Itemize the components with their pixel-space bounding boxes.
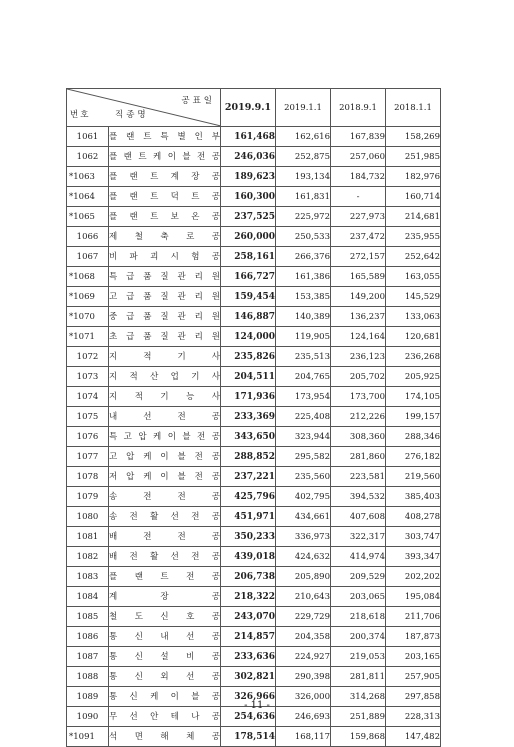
wage-value: 295,582 bbox=[276, 447, 331, 467]
job-name bbox=[109, 327, 221, 347]
job-code: 1087 bbox=[67, 647, 109, 667]
wage-value: 323,944 bbox=[276, 427, 331, 447]
job-code: 1066 bbox=[67, 227, 109, 247]
wage-value: 214,681 bbox=[386, 207, 441, 227]
table-row bbox=[67, 727, 441, 747]
job-code: *1068 bbox=[67, 267, 109, 287]
table-row bbox=[67, 167, 441, 187]
wage-value: 393,347 bbox=[386, 547, 441, 567]
wage-value: 257,060 bbox=[331, 147, 386, 167]
wage-value: 120,681 bbox=[386, 327, 441, 347]
table-row bbox=[67, 207, 441, 227]
job-name-text: 무 선 안 테 나 공 bbox=[109, 711, 220, 722]
announce-date-label: 공표일 bbox=[181, 96, 215, 106]
job-name-text: 플 랜 트 덕 트 공 bbox=[109, 191, 220, 202]
wage-value: 302,821 bbox=[221, 667, 276, 687]
job-name bbox=[109, 667, 221, 687]
table-row bbox=[67, 247, 441, 267]
job-code: 1090 bbox=[67, 707, 109, 727]
job-name-text: 석 면 해 체 공 bbox=[109, 731, 220, 742]
wage-value: 254,636 bbox=[221, 707, 276, 727]
wage-value: 153,385 bbox=[276, 287, 331, 307]
job-name-text: 지 적 기 사 bbox=[109, 351, 220, 362]
wage-value: 227,973 bbox=[331, 207, 386, 227]
wage-value: 260,000 bbox=[221, 227, 276, 247]
wage-value: 218,618 bbox=[331, 607, 386, 627]
wage-value: 162,616 bbox=[276, 127, 331, 147]
wage-value: 146,887 bbox=[221, 307, 276, 327]
wage-value: 168,117 bbox=[276, 727, 331, 747]
wage-value: 434,661 bbox=[276, 507, 331, 527]
job-name bbox=[109, 727, 221, 747]
job-name-text: 철 도 신 호 공 bbox=[109, 611, 220, 622]
wage-value: 140,389 bbox=[276, 307, 331, 327]
wage-value: 202,202 bbox=[386, 567, 441, 587]
wage-value: 218,322 bbox=[221, 587, 276, 607]
job-name bbox=[109, 247, 221, 267]
wage-value: 257,905 bbox=[386, 667, 441, 687]
job-code: *1063 bbox=[67, 167, 109, 187]
job-code: 1079 bbox=[67, 487, 109, 507]
wage-value: 343,650 bbox=[221, 427, 276, 447]
wage-value: 250,533 bbox=[276, 227, 331, 247]
wage-value: 235,513 bbox=[276, 347, 331, 367]
job-code: 1073 bbox=[67, 367, 109, 387]
job-name bbox=[109, 267, 221, 287]
table-row bbox=[67, 467, 441, 487]
table-row bbox=[67, 487, 441, 507]
job-name bbox=[109, 487, 221, 507]
job-name bbox=[109, 227, 221, 247]
wage-value: 124,000 bbox=[221, 327, 276, 347]
job-name bbox=[109, 467, 221, 487]
job-name bbox=[109, 127, 221, 147]
job-name-text: 플 랜 트 케 이 블 전 공 bbox=[109, 151, 220, 162]
wage-value: 394,532 bbox=[331, 487, 386, 507]
table-row bbox=[67, 407, 441, 427]
wage-value: 237,525 bbox=[221, 207, 276, 227]
wage-value: 308,360 bbox=[331, 427, 386, 447]
wage-value: 165,589 bbox=[331, 267, 386, 287]
job-name bbox=[109, 607, 221, 627]
job-name bbox=[109, 307, 221, 327]
wage-value: 235,560 bbox=[276, 467, 331, 487]
wage-table bbox=[66, 88, 441, 747]
wage-value: 237,472 bbox=[331, 227, 386, 247]
wage-value: 236,123 bbox=[331, 347, 386, 367]
date-header-2019-9: 2019.9.1 bbox=[221, 89, 276, 127]
wage-value: 161,468 bbox=[221, 127, 276, 147]
wage-value: 439,018 bbox=[221, 547, 276, 567]
wage-value: 225,972 bbox=[276, 207, 331, 227]
table-row bbox=[67, 667, 441, 687]
job-name-text: 배 전 전 공 bbox=[109, 531, 220, 542]
wage-value: 225,408 bbox=[276, 407, 331, 427]
wage-value: 272,157 bbox=[331, 247, 386, 267]
date-header-2018-9: 2018.9.1 bbox=[331, 89, 386, 127]
job-code: 1080 bbox=[67, 507, 109, 527]
job-code: 1084 bbox=[67, 587, 109, 607]
wage-value: 160,300 bbox=[221, 187, 276, 207]
wage-value: 290,398 bbox=[276, 667, 331, 687]
wage-value: 178,514 bbox=[221, 727, 276, 747]
job-name-text: 플 랜 트 보 온 공 bbox=[109, 211, 220, 222]
wage-value: 173,700 bbox=[331, 387, 386, 407]
job-code: *1071 bbox=[67, 327, 109, 347]
wage-value: 158,269 bbox=[386, 127, 441, 147]
table-row bbox=[67, 627, 441, 647]
job-name-text: 계 장 공 bbox=[109, 591, 220, 602]
wage-value: 281,811 bbox=[331, 667, 386, 687]
job-name bbox=[109, 407, 221, 427]
job-code: *1091 bbox=[67, 727, 109, 747]
wage-value: 206,738 bbox=[221, 567, 276, 587]
wage-value: 203,065 bbox=[331, 587, 386, 607]
wage-value: 288,852 bbox=[221, 447, 276, 467]
wage-value: 425,796 bbox=[221, 487, 276, 507]
number-label: 번호 bbox=[70, 110, 91, 120]
date-header-2018-1: 2018.1.1 bbox=[386, 89, 441, 127]
job-name bbox=[109, 647, 221, 667]
wage-value: 173,954 bbox=[276, 387, 331, 407]
wage-value: 258,161 bbox=[221, 247, 276, 267]
table-body bbox=[67, 127, 441, 747]
wage-value: 414,974 bbox=[331, 547, 386, 567]
job-code: 1062 bbox=[67, 147, 109, 167]
wage-value: 235,826 bbox=[221, 347, 276, 367]
wage-value: 184,732 bbox=[331, 167, 386, 187]
wage-value: 205,890 bbox=[276, 567, 331, 587]
job-name bbox=[109, 207, 221, 227]
wage-value: 204,358 bbox=[276, 627, 331, 647]
table-row bbox=[67, 127, 441, 147]
table-row bbox=[67, 507, 441, 527]
wage-value: 204,765 bbox=[276, 367, 331, 387]
job-name bbox=[109, 567, 221, 587]
wage-value: 147,482 bbox=[386, 727, 441, 747]
wage-value: 119,905 bbox=[276, 327, 331, 347]
job-code: *1064 bbox=[67, 187, 109, 207]
job-name-text: 플 랜 트 특 별 인 부 bbox=[109, 131, 220, 142]
wage-value: 336,973 bbox=[276, 527, 331, 547]
wage-value: 204,511 bbox=[221, 367, 276, 387]
job-name bbox=[109, 287, 221, 307]
job-name-text: 통 신 케 이 블 공 bbox=[109, 691, 220, 702]
table-row bbox=[67, 647, 441, 667]
wage-value: 182,976 bbox=[386, 167, 441, 187]
job-code: *1070 bbox=[67, 307, 109, 327]
wage-value: 224,927 bbox=[276, 647, 331, 667]
wage-value: 252,642 bbox=[386, 247, 441, 267]
wage-value: 136,237 bbox=[331, 307, 386, 327]
job-name-text: 송 전 전 공 bbox=[109, 491, 220, 502]
wage-value: 174,105 bbox=[386, 387, 441, 407]
wage-value: 159,868 bbox=[331, 727, 386, 747]
wage-value: 243,070 bbox=[221, 607, 276, 627]
wage-value: 252,875 bbox=[276, 147, 331, 167]
job-name-text: 중 급 품 질 관 리 원 bbox=[109, 311, 220, 322]
job-name-text: 내 선 전 공 bbox=[109, 411, 220, 422]
wage-value: 189,623 bbox=[221, 167, 276, 187]
job-name bbox=[109, 187, 221, 207]
table-header bbox=[67, 89, 441, 127]
wage-value: 297,858 bbox=[386, 687, 441, 707]
job-name-text: 특 고 압 케 이 블 전 공 bbox=[109, 431, 220, 442]
header-corner-cell bbox=[67, 89, 221, 127]
wage-value: 223,581 bbox=[331, 467, 386, 487]
job-code: 1078 bbox=[67, 467, 109, 487]
wage-value: 161,831 bbox=[276, 187, 331, 207]
wage-value: 149,200 bbox=[331, 287, 386, 307]
job-name-text: 플 랜 트 전 공 bbox=[109, 571, 220, 582]
wage-value: 199,157 bbox=[386, 407, 441, 427]
wage-value: 322,317 bbox=[331, 527, 386, 547]
wage-value: 163,055 bbox=[386, 267, 441, 287]
wage-value: 219,053 bbox=[331, 647, 386, 667]
wage-value: 251,985 bbox=[386, 147, 441, 167]
wage-value: 200,374 bbox=[331, 627, 386, 647]
table-row bbox=[67, 347, 441, 367]
job-code: 1089 bbox=[67, 687, 109, 707]
table-row bbox=[67, 587, 441, 607]
wage-value: - bbox=[331, 187, 386, 207]
wage-value: 326,000 bbox=[276, 687, 331, 707]
wage-value: 235,955 bbox=[386, 227, 441, 247]
wage-value: 233,369 bbox=[221, 407, 276, 427]
table-row bbox=[67, 227, 441, 247]
job-code: 1074 bbox=[67, 387, 109, 407]
wage-value: 145,529 bbox=[386, 287, 441, 307]
wage-value: 233,636 bbox=[221, 647, 276, 667]
wage-value: 276,182 bbox=[386, 447, 441, 467]
wage-value: 195,084 bbox=[386, 587, 441, 607]
wage-value: 314,268 bbox=[331, 687, 386, 707]
wage-value: 209,529 bbox=[331, 567, 386, 587]
job-code: 1072 bbox=[67, 347, 109, 367]
wage-value: 385,403 bbox=[386, 487, 441, 507]
wage-value: 229,729 bbox=[276, 607, 331, 627]
wage-value: 187,873 bbox=[386, 627, 441, 647]
job-name bbox=[109, 367, 221, 387]
wage-value: 167,839 bbox=[331, 127, 386, 147]
job-code: 1081 bbox=[67, 527, 109, 547]
wage-value: 161,386 bbox=[276, 267, 331, 287]
table-row bbox=[67, 447, 441, 467]
table-row bbox=[67, 327, 441, 347]
job-name bbox=[109, 427, 221, 447]
job-code: *1065 bbox=[67, 207, 109, 227]
job-name bbox=[109, 527, 221, 547]
job-name bbox=[109, 507, 221, 527]
wage-value: 228,313 bbox=[386, 707, 441, 727]
job-name bbox=[109, 627, 221, 647]
wage-value: 214,857 bbox=[221, 627, 276, 647]
wage-value: 281,860 bbox=[331, 447, 386, 467]
wage-value: 303,747 bbox=[386, 527, 441, 547]
date-header-2019-1: 2019.1.1 bbox=[276, 89, 331, 127]
job-name-text: 플 랜 트 계 장 공 bbox=[109, 171, 220, 182]
job-name bbox=[109, 347, 221, 367]
wage-value: 251,889 bbox=[331, 707, 386, 727]
job-name-text: 비 파 괴 시 험 공 bbox=[109, 251, 220, 262]
wage-value: 288,346 bbox=[386, 427, 441, 447]
job-name bbox=[109, 387, 221, 407]
job-name-text: 특 급 품 질 관 리 원 bbox=[109, 271, 220, 282]
wage-value: 408,278 bbox=[386, 507, 441, 527]
table-row bbox=[67, 147, 441, 167]
job-code: *1069 bbox=[67, 287, 109, 307]
job-name-text: 통 신 설 비 공 bbox=[109, 651, 220, 662]
wage-value: 219,560 bbox=[386, 467, 441, 487]
wage-value: 205,702 bbox=[331, 367, 386, 387]
wage-value: 246,036 bbox=[221, 147, 276, 167]
wage-value: 266,376 bbox=[276, 247, 331, 267]
job-name-text: 고 급 품 질 관 리 원 bbox=[109, 291, 220, 302]
job-name bbox=[109, 167, 221, 187]
job-name-text: 통 신 외 선 공 bbox=[109, 671, 220, 682]
wage-value: 211,706 bbox=[386, 607, 441, 627]
job-name-text: 배 전 활 선 전 공 bbox=[109, 551, 220, 562]
table-row bbox=[67, 527, 441, 547]
table-row bbox=[67, 187, 441, 207]
job-code: 1075 bbox=[67, 407, 109, 427]
job-code: 1088 bbox=[67, 667, 109, 687]
job-name bbox=[109, 447, 221, 467]
job-name bbox=[109, 587, 221, 607]
wage-value: 246,693 bbox=[276, 707, 331, 727]
wage-value: 159,454 bbox=[221, 287, 276, 307]
job-name-text: 저 압 케 이 블 전 공 bbox=[109, 471, 220, 482]
wage-value: 203,165 bbox=[386, 647, 441, 667]
wage-value: 160,714 bbox=[386, 187, 441, 207]
table-row bbox=[67, 607, 441, 627]
job-code: 1083 bbox=[67, 567, 109, 587]
wage-value: 451,971 bbox=[221, 507, 276, 527]
job-name bbox=[109, 147, 221, 167]
wage-value: 407,608 bbox=[331, 507, 386, 527]
job-code: 1082 bbox=[67, 547, 109, 567]
job-name-text: 초 급 품 질 관 리 원 bbox=[109, 331, 220, 342]
job-code: 1086 bbox=[67, 627, 109, 647]
job-code: 1076 bbox=[67, 427, 109, 447]
job-name-text: 제 철 축 로 공 bbox=[109, 231, 220, 242]
wage-value: 402,795 bbox=[276, 487, 331, 507]
job-name-text: 지 적 산 업 기 사 bbox=[109, 371, 220, 382]
wage-value: 193,134 bbox=[276, 167, 331, 187]
wage-value: 171,936 bbox=[221, 387, 276, 407]
wage-value: 205,925 bbox=[386, 367, 441, 387]
wage-value: 424,632 bbox=[276, 547, 331, 567]
job-name-text: 송 전 활 선 전 공 bbox=[109, 511, 220, 522]
job-name bbox=[109, 547, 221, 567]
table-row bbox=[67, 287, 441, 307]
wage-value: 124,164 bbox=[331, 327, 386, 347]
job-name-text: 통 신 내 선 공 bbox=[109, 631, 220, 642]
wage-value: 326,966 bbox=[221, 687, 276, 707]
table-row bbox=[67, 567, 441, 587]
job-code: 1085 bbox=[67, 607, 109, 627]
table-row bbox=[67, 267, 441, 287]
wage-value: 210,643 bbox=[276, 587, 331, 607]
table-row bbox=[67, 307, 441, 327]
wage-value: 166,727 bbox=[221, 267, 276, 287]
job-code: 1061 bbox=[67, 127, 109, 147]
table-row bbox=[67, 547, 441, 567]
table-row bbox=[67, 367, 441, 387]
job-name-text: 고 압 케 이 블 전 공 bbox=[109, 451, 220, 462]
wage-value: 133,063 bbox=[386, 307, 441, 327]
job-name-text: 지 적 기 능 사 bbox=[109, 391, 220, 402]
wage-value: 237,221 bbox=[221, 467, 276, 487]
wage-value: 350,233 bbox=[221, 527, 276, 547]
table-row bbox=[67, 387, 441, 407]
job-code: 1077 bbox=[67, 447, 109, 467]
job-name-label: 직종명 bbox=[115, 110, 149, 120]
job-code: 1067 bbox=[67, 247, 109, 267]
page-number: - 11 - bbox=[244, 700, 270, 711]
wage-value: 212,226 bbox=[331, 407, 386, 427]
wage-value: 236,268 bbox=[386, 347, 441, 367]
table-row bbox=[67, 427, 441, 447]
